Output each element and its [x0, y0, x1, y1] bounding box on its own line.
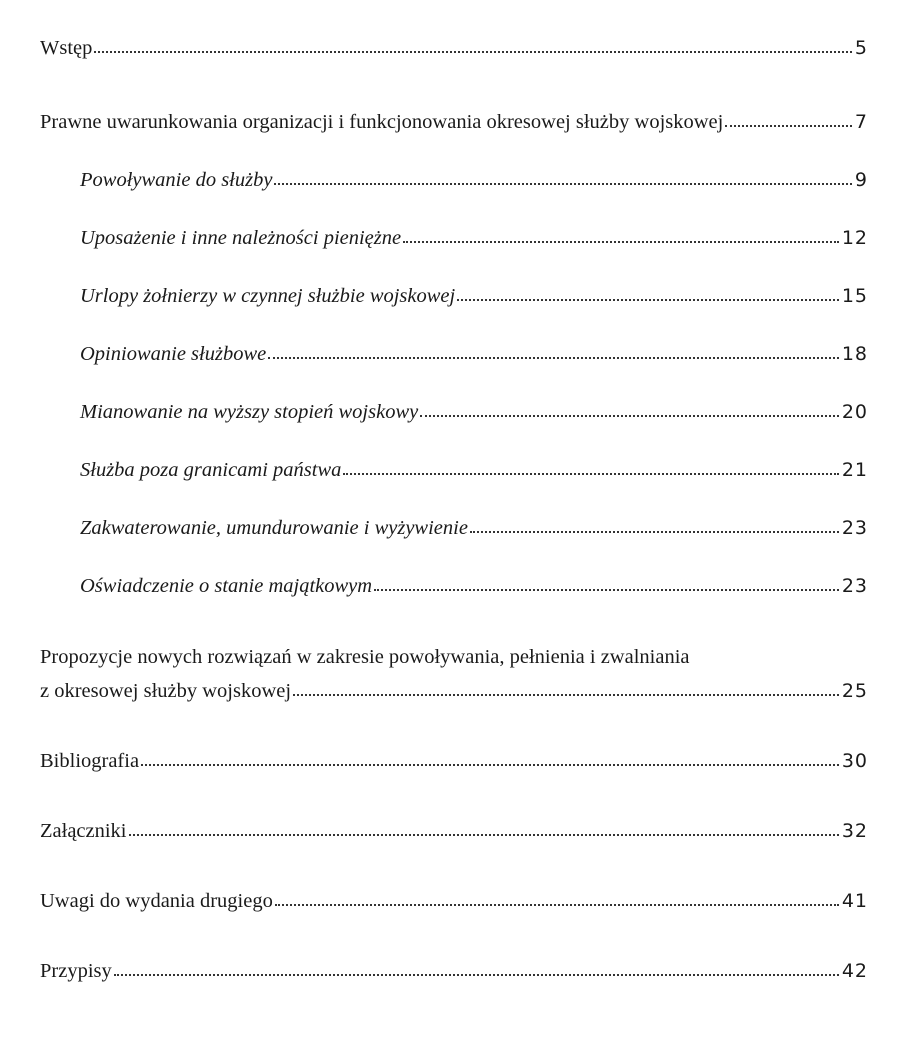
toc-entry-bibliografia[interactable]: [40, 749, 868, 773]
dot-leader: [343, 473, 838, 475]
dot-leader: [275, 904, 839, 906]
toc-entry-page: 23: [841, 517, 868, 539]
toc-entry-title: Bibliografia: [40, 750, 140, 772]
toc-entry-propozycje[interactable]: [40, 645, 868, 703]
dot-leader: [470, 531, 839, 533]
toc-subentry-mianowanie[interactable]: [80, 400, 868, 424]
toc-entry-title: Uwagi do wydania drugiego: [40, 890, 273, 912]
toc-entry-uwagi[interactable]: [40, 889, 868, 913]
toc-entry-page: 18: [841, 343, 868, 365]
toc-subentry-opiniowanie[interactable]: [80, 342, 868, 366]
toc-entry-title: Zakwaterowanie, umundurowanie i wyżywienie: [80, 517, 468, 539]
toc-subentry-zakwaterowanie[interactable]: [80, 516, 868, 540]
toc-entry-page: 21: [841, 459, 868, 481]
dot-leader: [374, 589, 839, 591]
dot-leader: [403, 241, 839, 243]
dot-leader: [114, 974, 839, 976]
dot-leader: [268, 357, 839, 359]
toc-subentry-powolywanie[interactable]: [80, 168, 868, 192]
toc-subentry-uposazenie[interactable]: [80, 226, 868, 250]
toc-entry-page: 9: [854, 169, 868, 191]
toc-entry-title: z okresowej służby wojskowej: [40, 680, 292, 702]
toc-entry-title: Służba poza granicami państwa: [80, 459, 342, 481]
dot-leader: [274, 183, 851, 185]
toc-entry-title: Załączniki: [40, 820, 127, 842]
toc-entry-page: 30: [841, 750, 868, 772]
toc-entry-page: 23: [841, 575, 868, 597]
toc-entry-page: 12: [841, 227, 868, 249]
toc-entry-przypisy[interactable]: [40, 959, 868, 983]
toc-subentry-sluzba-poza-granicami[interactable]: [80, 458, 868, 482]
dot-leader: [141, 764, 839, 766]
toc-entry-title: Urlopy żołnierzy w czynnej służbie wojskowej: [80, 285, 456, 307]
toc-subentry-urlopy[interactable]: [80, 284, 868, 308]
toc-entry-page: 7: [854, 111, 868, 133]
toc-entry-page: 41: [841, 890, 868, 912]
toc-entry-title: Powoływanie do służby: [80, 169, 273, 191]
toc-entry-page: 25: [841, 680, 868, 702]
toc-entry-title: Oświadczenie o stanie majątkowym: [80, 575, 373, 597]
toc-entry-page: 20: [841, 401, 868, 423]
toc-entry-wstep[interactable]: [40, 36, 868, 60]
toc-entry-page: 32: [841, 820, 868, 842]
toc-subentry-oswiadczenie[interactable]: [80, 574, 868, 598]
toc-entry-title: Prawne uwarunkowania organizacji i funkcjonowania okresowej służby wojskowej: [40, 111, 724, 133]
toc-entry-page: 42: [841, 960, 868, 982]
toc-entry-title: Przypisy: [40, 960, 112, 982]
toc-entry-prawne-uwarunkowania[interactable]: [40, 110, 868, 134]
toc-entry-page: 15: [841, 285, 868, 307]
toc-entry-title: Opiniowanie służbowe: [80, 343, 267, 365]
toc-entry-title: Wstęp: [40, 37, 93, 59]
toc-entry-title: Mianowanie na wyższy stopień wojskowy: [80, 401, 419, 423]
dot-leader: [725, 125, 852, 127]
toc-entry-zalaczniki[interactable]: [40, 819, 868, 843]
dot-leader: [129, 834, 839, 836]
toc-entry-title-line1: Propozycje nowych rozwiązań w zakresie powoływania, pełnienia i zwalniania: [40, 646, 690, 668]
dot-leader: [293, 694, 839, 696]
dot-leader: [457, 299, 839, 301]
dot-leader: [420, 415, 839, 417]
dot-leader: [94, 51, 852, 53]
toc-entry-page: 5: [854, 37, 868, 59]
toc-entry-title: Uposażenie i inne należności pieniężne: [80, 227, 402, 249]
